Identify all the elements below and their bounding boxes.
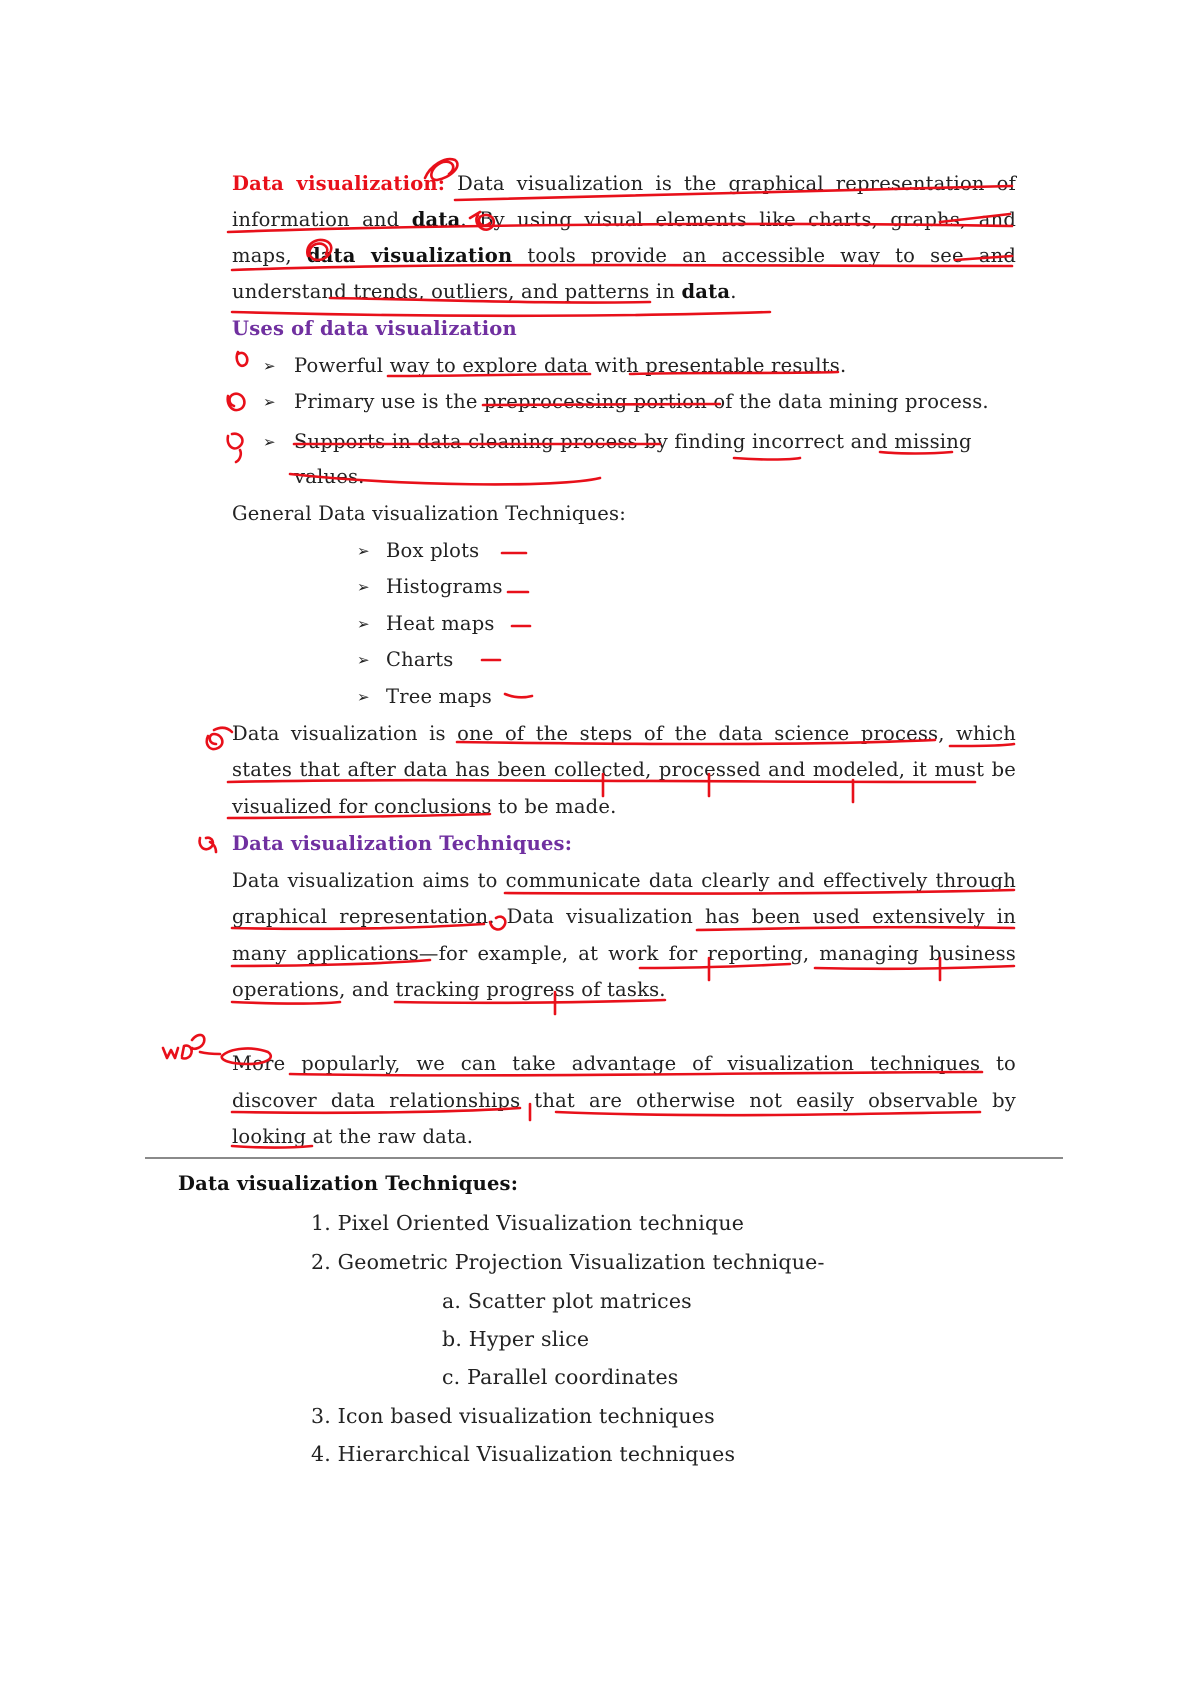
arrow-bullet-icon: ➢ <box>357 578 370 596</box>
bottom-item: 4. Hierarchical Visualization techniques <box>311 1442 736 1466</box>
arrow-bullet-icon: ➢ <box>357 688 370 706</box>
general-item: Heat maps <box>386 612 495 635</box>
uses-item-1: Powerful way to explore data with presentable results. <box>294 354 847 377</box>
intro-text: tools provide an accessible way to see and <box>527 244 1017 267</box>
process-line-3: visualized for conclusions to be made. <box>232 795 617 818</box>
arrow-bullet-icon: ➢ <box>263 433 276 451</box>
intro-text: information and <box>232 208 400 231</box>
intro-text: understand trends, outliers, and patterns in <box>232 280 676 303</box>
arrow-bullet-icon: ➢ <box>263 393 276 411</box>
general-item: Charts <box>386 648 454 671</box>
intro-line-3 <box>232 242 1016 270</box>
arrow-bullet-icon: ➢ <box>357 615 370 633</box>
general-heading: General Data visualization Techniques: <box>232 502 626 525</box>
intro-bold-data: data <box>681 280 731 303</box>
uses-item-2: Primary use is the preprocessing portion of the data mining process. <box>294 390 989 413</box>
process-line-2: states that after data has been collected, processed and modeled, it must be <box>232 758 1016 781</box>
bottom-heading <box>178 1170 518 1198</box>
popular-line-1: More popularly, we can take advantage of visualization techniques to <box>232 1052 1016 1075</box>
process-line-1: Data visualization is one of the steps of the data science process, which <box>232 722 1016 745</box>
techniques-line-1: Data visualization aims to communicate data clearly and effectively through <box>232 869 1016 892</box>
bottom-subitem: a. Scatter plot matrices <box>442 1289 692 1313</box>
intro-heading: Data visualization: <box>232 172 446 195</box>
general-item: Histograms <box>386 575 503 598</box>
general-item: Box plots <box>386 539 480 562</box>
techniques-line-2: graphical representation. Data visualization has been used extensively in <box>232 905 1016 928</box>
bottom-heading-text: Data visualization Techniques: <box>178 1172 519 1195</box>
bottom-item: 2. Geometric Projection Visualization technique- <box>311 1250 825 1274</box>
intro-text: . By using visual elements like charts, graphs, and <box>460 208 1017 231</box>
uses-heading: Uses of data visualization <box>232 317 517 340</box>
uses-item-3-cont: values. <box>294 465 365 488</box>
techniques-line-4: operations, and tracking progress of tasks. <box>232 978 666 1001</box>
techniques-heading: Data visualization Techniques: <box>232 832 573 855</box>
techniques-line-3: many applications—for example, at work for reporting, managing business <box>232 942 1016 965</box>
intro-bold-data-visualization: data visualization <box>306 244 513 267</box>
popular-line-2: discover data relationships that are otherwise not easily observable by <box>232 1089 1016 1112</box>
arrow-bullet-icon: ➢ <box>263 357 276 375</box>
page-separator <box>145 1157 1063 1159</box>
intro-bold-data: data <box>411 208 461 231</box>
bottom-item: 3. Icon based visualization techniques <box>311 1404 715 1428</box>
bottom-subitem: b. Hyper slice <box>442 1327 590 1351</box>
intro-text: . <box>730 280 737 303</box>
intro-line-1-text: Data visualization is the graphical representation of <box>457 172 1016 195</box>
bottom-subitem: c. Parallel coordinates <box>442 1365 679 1389</box>
intro-line-1 <box>232 170 1016 198</box>
arrow-bullet-icon: ➢ <box>357 542 370 560</box>
uses-item-3: Supports in data cleaning process by finding incorrect and missing <box>294 430 972 453</box>
bottom-item: 1. Pixel Oriented Visualization technique <box>311 1211 745 1235</box>
intro-text: maps, <box>232 244 292 267</box>
intro-line-4 <box>232 278 737 306</box>
popular-line-3: looking at the raw data. <box>232 1125 474 1148</box>
arrow-bullet-icon: ➢ <box>357 651 370 669</box>
intro-line-2 <box>232 206 1016 234</box>
general-item: Tree maps <box>386 685 493 708</box>
